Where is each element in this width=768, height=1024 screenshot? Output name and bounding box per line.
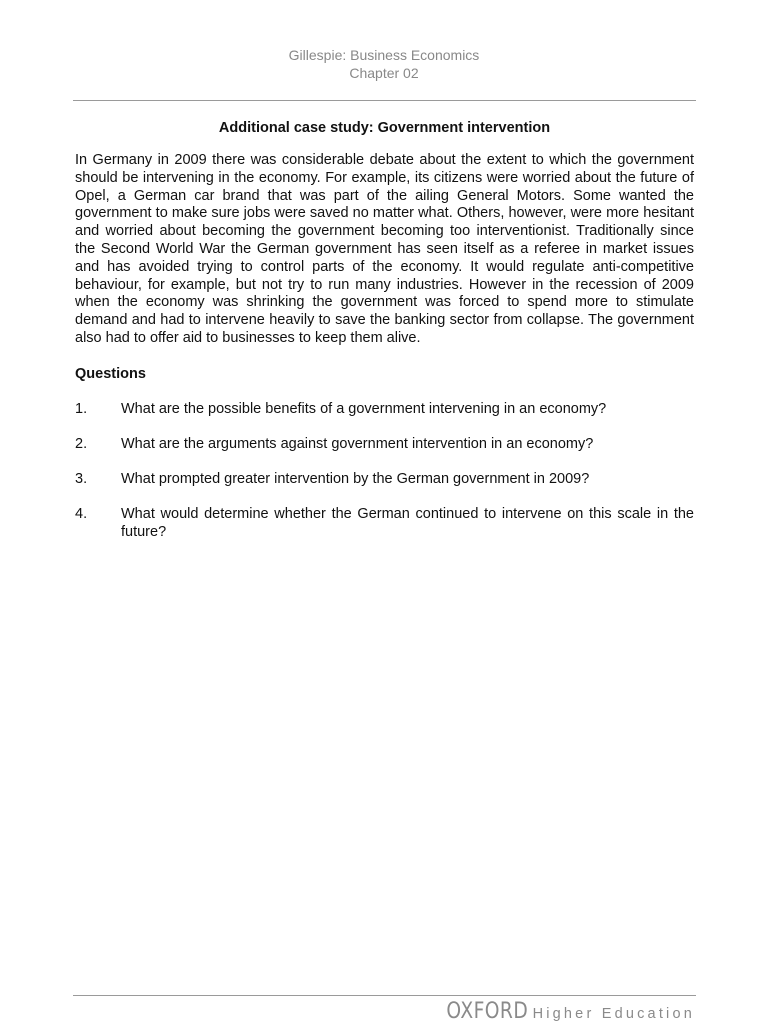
case-study-body: In Germany in 2009 there was considerable debate about the extent to which the government should be intervening in the economy. For example, its citizens were worried about the future of Opel, a German car brand that was part of the ailing General Motors. Some wanted the government to make sure jobs were saved no matter what. Others, however, were more hesitant and worried about becoming the government becoming too interventionist. Traditionally since the Second World War the German government has seen itself as a referee in market issues and has avoided trying to control parts of the economy. It would regulate anti-competitive behaviour, for example, but not try to run many industries. However in the recession of 2009 when the economy was shrinking the government was forced to spend more to stimulate demand and had to intervene heavily to save the banking sector from collapse. The government also had to offer aid to businesses to keep them alive. — [75, 152, 694, 346]
question-item — [75, 400, 694, 418]
publisher-logo — [432, 999, 695, 1024]
question-text: What would determine whether the German continued to intervene on this scale in the future? — [121, 505, 694, 540]
question-text: What prompted greater intervention by the German government in 2009? — [121, 470, 590, 487]
footer-divider — [73, 995, 696, 996]
running-header — [0, 46, 768, 82]
header-divider — [73, 100, 696, 101]
question-number: 4. — [75, 505, 88, 522]
header-book-title: Gillespie: Business Economics — [288, 47, 480, 63]
question-number: 2. — [75, 435, 88, 452]
questions-heading: Questions — [75, 365, 146, 382]
question-number: 1. — [75, 400, 88, 417]
case-study-title: Additional case study: Government intervention — [218, 120, 551, 136]
header-chapter: Chapter 02 — [349, 65, 419, 81]
question-item — [75, 470, 694, 488]
question-item — [75, 435, 694, 453]
question-text: What are the possible benefits of a government intervening in an economy? — [121, 400, 607, 417]
question-item — [75, 505, 694, 541]
document-content — [75, 119, 694, 558]
question-number: 3. — [75, 470, 88, 487]
publisher-division: Higher Education — [532, 1006, 695, 1022]
question-list — [75, 400, 694, 541]
question-text: What are the arguments against government intervention in an economy? — [121, 435, 594, 452]
publisher-name: OXFORD — [446, 999, 529, 1024]
